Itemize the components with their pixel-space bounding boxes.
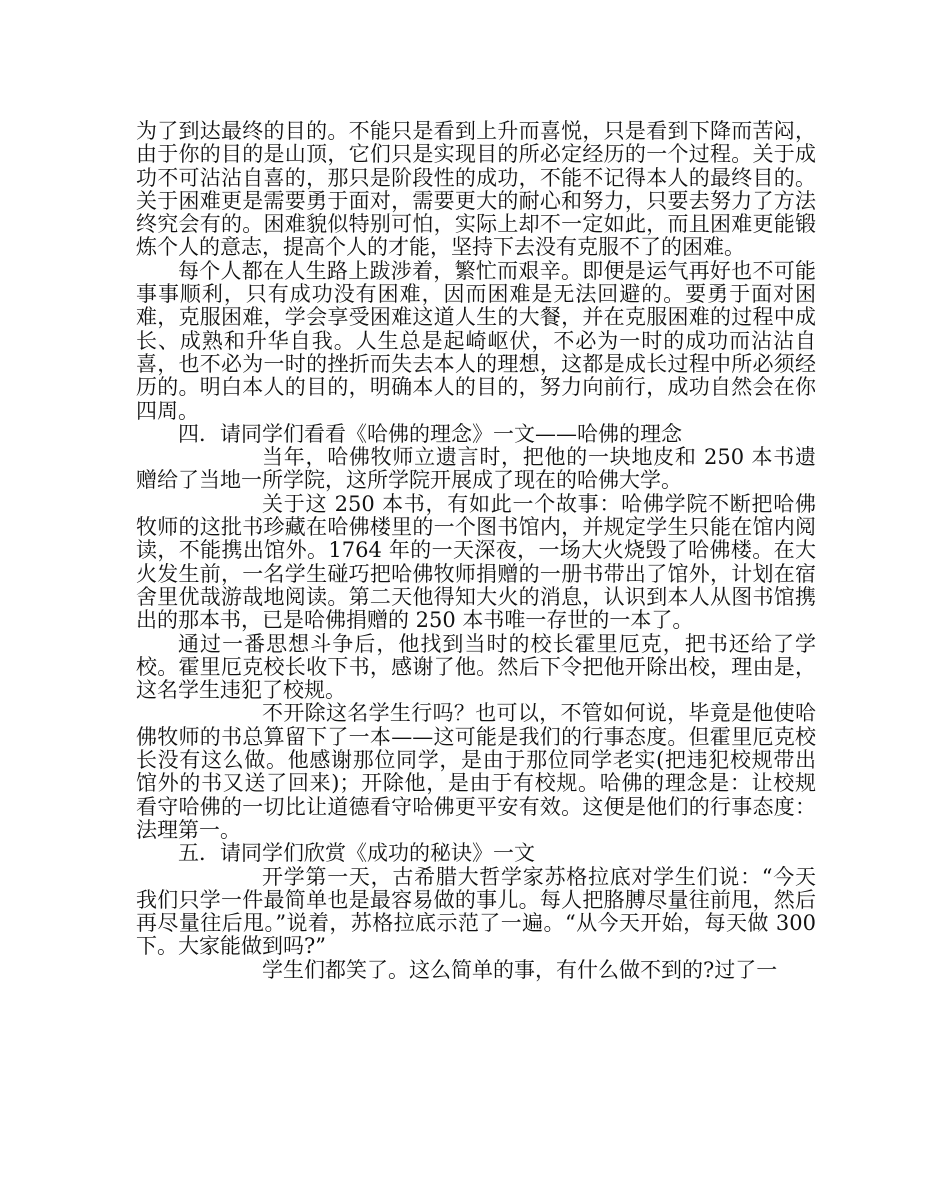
section-heading-success-secret: 五．请同学们欣赏《成功的秘诀》一文: [178, 841, 535, 866]
paragraph-harvard-will: 当年，哈佛牧师立遗言时，把他的一块地皮和 250 本书遗赠给了当地一所学院，这所学院开展成了现在的哈佛大学。: [136, 445, 816, 493]
paragraph-harvard-principle: 不开除这名学生行吗？也可以，不管如何说，毕竟是他使哈佛牧师的书总算留下了一本——这可能是我们的行事态度。但霍里厄克校长没有这么做。他感谢那位同学，是由于那位同学老实(把违犯校规带出馆外的书又送了回来)；开除他，是由于有校规。哈佛的理念是：让校规看守哈佛的一切比让道德看守哈佛更平安有效。这便是他们的行事态度：法理第一。: [136, 701, 816, 842]
document-page: [136, 120, 816, 982]
section-heading-harvard: 四．请同学们看看《哈佛的理念》一文——哈佛的理念: [178, 421, 682, 446]
paragraph-goal-and-difficulty: 为了到达最终的目的。不能只是看到上升而喜悦，只是看到下降而苦闷，由于你的目的是山顶，它们只是实现目的所必定经历的一个过程。关于成功不可沾沾自喜的，那只是阶段性的成功，不能不记得本人的最终目的。关于困难更是需要勇于面对，需要更大的耐心和努力，只要去努力了方法终究会有的。困难貌似特别可怕，实际上却不一定如此，而且困难更能锻炼个人的意志，提高个人的才能，坚持下去没有克服不了的困难。: [136, 119, 816, 260]
paragraph-life-journey: 每个人都在人生路上跋涉着，繁忙而艰辛。即便是运气再好也不可能事事顺利，只有成功没有困难，因而困难是无法回避的。要勇于面对困难，克服困难，学会享受困难这道人生的大餐，并在克服困难的过程中成长、成熟和升华自我。人生总是起崎岖伏，不必为一时的成功而沾沾自喜，也不必为一时的挫折而失去本人的理想，这都是成长过程中所必须经历的。明白本人的目的，明确本人的目的，努力向前行，成功自然会在你四周。: [136, 258, 816, 423]
paragraph-students-laugh: 学生们都笑了。这么简单的事，有什么做不到的?过了一: [262, 957, 778, 982]
paragraph-student-returns-book: 通过一番思想斗争后，他找到当时的校长霍里厄克，把书还给了学校。霍里厄克校长收下书，感谢了他。然后下令把他开除出校，理由是，这名学生违犯了校规。: [136, 631, 816, 703]
paragraph-socrates-lesson: 开学第一天，古希腊大哲学家苏格拉底对学生们说：“今天我们只学一件最简单也是最容易做的事儿。每人把胳膊尽量往前甩，然后再尽量往后甩。”说着，苏格拉底示范了一遍。“从今天开始，每天做 300 下。大家能做到吗?”: [136, 864, 816, 959]
paragraph-harvard-books-story: 关于这 250 本书，有如此一个故事：哈佛学院不断把哈佛牧师的这批书珍藏在哈佛楼里的一个图书馆内，并规定学生只能在馆内阅读，不能携出馆外。1764 年的一天深夜，一场大火烧毁了哈佛楼。在大火发生前，一名学生碰巧把哈佛牧师捐赠的一册书带出了馆外，计划在宿舍里优哉游哉地阅读。第二天他得知大火的消息，认识到本人从图书馆携出的那本书，已是哈佛捐赠的 250 本书唯一存世的一本了。: [136, 491, 816, 633]
